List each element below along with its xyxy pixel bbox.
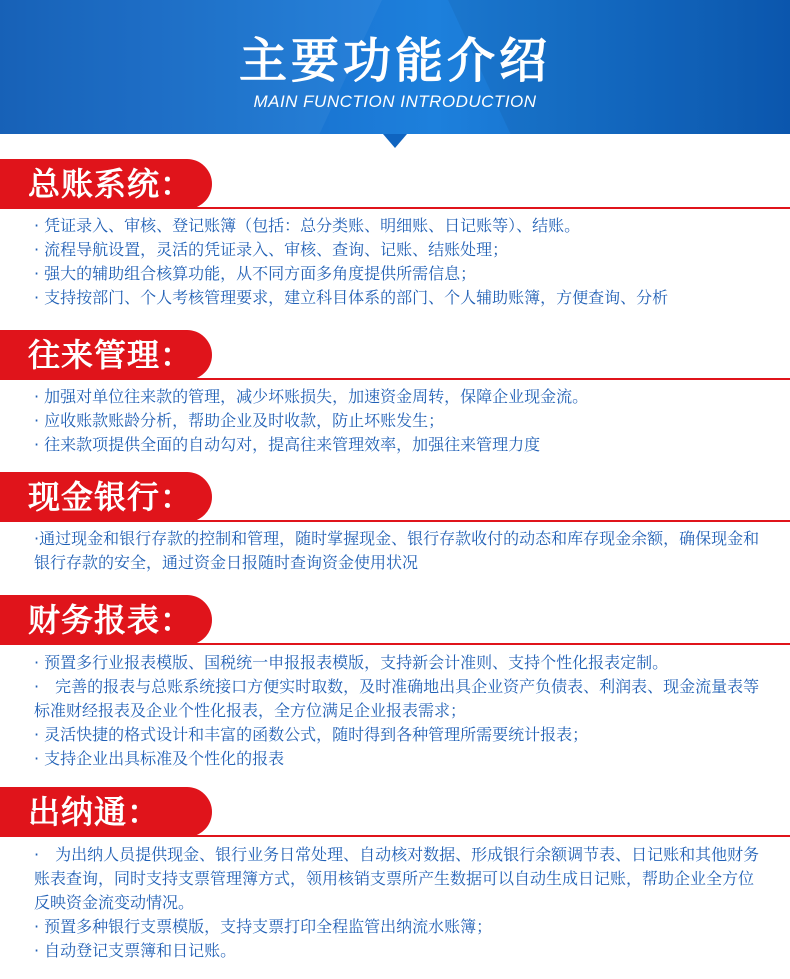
section-items-cashier [34,843,764,963]
list-item: · 往来款项提供全面的自动勾对，提高往来管理效率，加强往来管理力度 [34,435,541,454]
section-divider [0,835,790,837]
section-divider [0,378,790,380]
section-items-reports [34,651,764,771]
page-subtitle: MAIN FUNCTION INTRODUCTION [253,92,537,111]
list-item: · 支持按部门、个人考核管理要求，建立科目体系的部门、个人辅助账簿，方便查询、分析 [34,288,669,307]
list-item: · 流程导航设置，灵活的凭证录入、审核、查询、记账、结账处理； [34,240,509,259]
section-label-cashier: 出纳通： [0,787,212,837]
section-divider [0,520,790,522]
section-label-cash-bank: 现金银行： [0,472,212,522]
list-item: · 自动登记支票簿和日记账。 [34,941,237,960]
page-title: 主要功能介绍 [238,33,551,89]
header-pointer [383,134,407,148]
section-divider [0,643,790,645]
section-label-general-ledger: 总账系统： [0,159,212,209]
section-items-cash-bank [34,527,764,575]
section-items-accounts [34,385,764,457]
list-item: · 预置多行业报表模版、国税统一申报报表模版，支持新会计准则、支持个性化报表定制。 [34,653,669,672]
list-item: ·通过现金和银行存款的控制和管理，随时掌握现金、银行存款收付的动态和库存现金余额，确保现金和银行存款的安全，通过资金日报随时查询资金使用状况 [34,529,760,572]
section-divider [0,207,790,209]
list-item: · 完善的报表与总账系统接口方便实时取数，及时准确地出具企业资产负债表、利润表、现金流量表等标准财经报表及企业个性化报表，全方位满足企业报表需求； [34,677,760,720]
list-item: · 支持企业出具标准及个性化的报表 [34,749,285,768]
list-item: · 预置多种银行支票模版，支持支票打印全程监管出纳流水账簿； [34,917,493,936]
section-label-reports: 财务报表： [0,595,212,645]
list-item: · 强大的辅助组合核算功能，从不同方面多角度提供所需信息； [34,264,477,283]
list-item: · 凭证录入、审核、登记账簿（包括：总分类账、明细账、日记账等）、结账。 [34,216,581,235]
list-item: · 应收账款账龄分析，帮助企业及时收款，防止坏账发生； [34,411,445,430]
section-label-accounts: 往来管理： [0,330,212,380]
list-item: · 加强对单位往来款的管理，减少坏账损失，加速资金周转，保障企业现金流。 [34,387,589,406]
header-banner [0,0,790,134]
list-item: · 为出纳人员提供现金、银行业务日常处理、自动核对数据、形成银行余额调节表、日记账和其他财务账表查询，同时支持支票管理簿方式，领用核销支票所产生数据可以自动生成日记账，帮助企业全方位反映资金流变动情况。 [34,845,760,912]
section-items-general-ledger [34,214,764,310]
list-item: · 灵活快捷的格式设计和丰富的函数公式，随时得到各种管理所需要统计报表； [34,725,589,744]
